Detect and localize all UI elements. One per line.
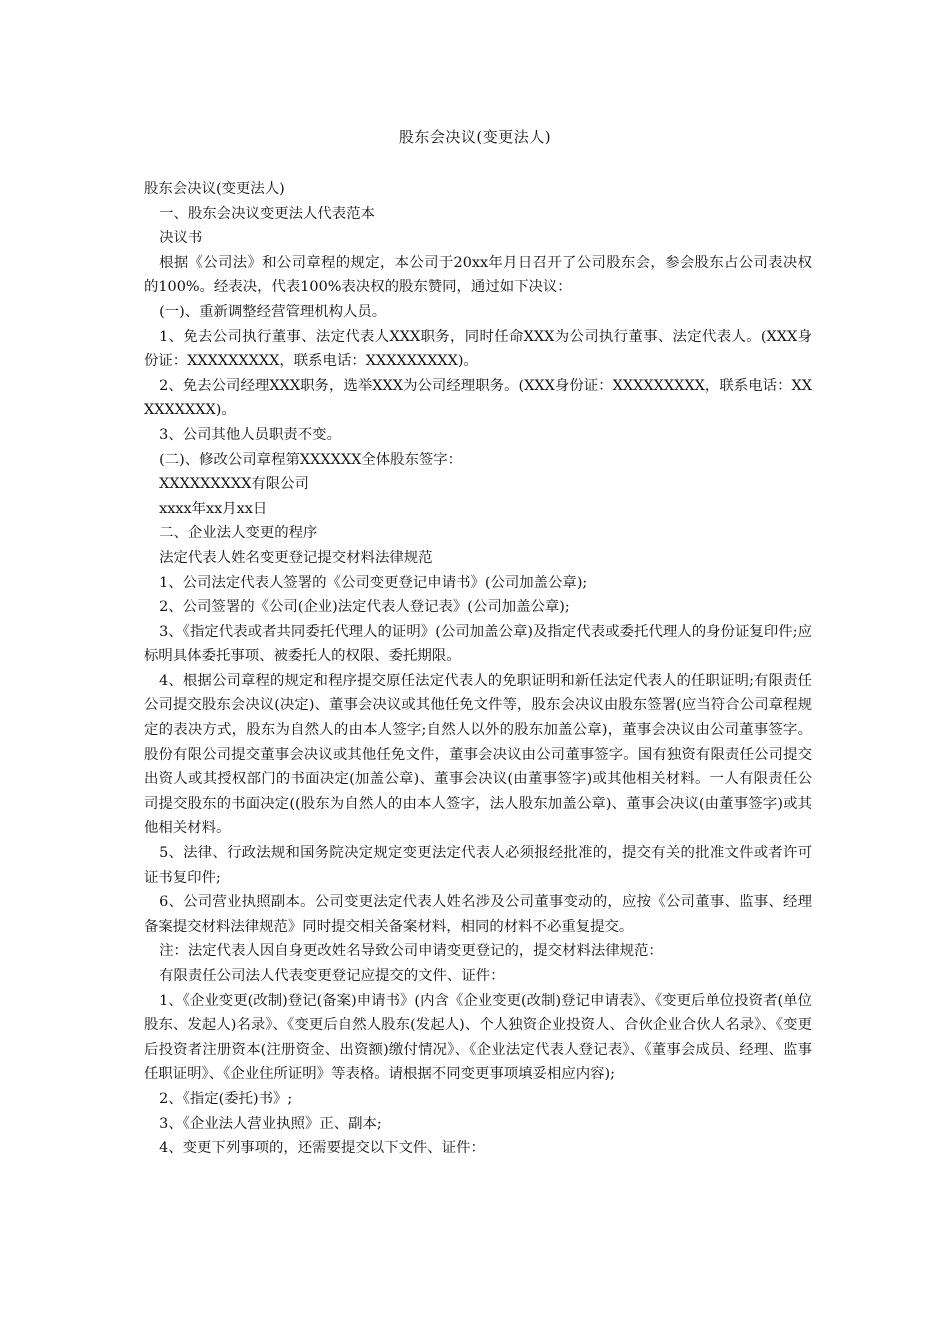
paragraph: 1、《企业变更(改制)登记(备案)申请书》(内含《企业变更(改制)登记申请表》、《变更后单位投资者(单位股东、发起人)名录》、《变更后自然人股东(发起人)、个人独资企业投资人、合伙企业合伙人名录》、《变更后投资者注册资本(注册资金、出资额)缴付情况》、《企业法定代表人登记表》、《董事会成员、经理、监事任职证明》、《企业住所证明》等表格。请根据不同变更事项填妥相应内容); [144,992,812,1083]
paragraph: 3、《指定代表或者共同委托代理人的证明》(公司加盖公章)及指定代表或委托代理人的身份证复印件;应标明具体委托事项、被委托人的权限、委托期限。 [144,623,812,665]
paragraph: 有限责任公司法人代表变更登记应提交的文件、证件： [159,968,505,984]
paragraph: 5、法律、行政法规和国务院决定规定变更法定代表人必须报经批准的，提交有关的批准文件或者许可证书复印件; [144,845,812,886]
paragraph: 3、《企业法人营业执照》正、副本; [159,1115,382,1132]
document-body [144,177,812,1161]
paragraph: 注：法定代表人因自身更改姓名导致公司申请变更登记的，提交材料法律规范： [159,943,663,960]
paragraph: 4、根据公司章程的规定和程序提交原任法定代表人的免职证明和新任法定代表人的任职证明;有限责任公司提交股东会决议(决定)、董事会决议或其他任免文件等，股东会决议由股东签署(应当符合公司章程规定的表决方式，股东为自然人的由本人签字;自然人以外的股东加盖公章)，董事会决议由公司董事签字。股份有限公司提交董事会决议或其他任免文件，董事会决议由公司董事签字。国有独资有限责任公司提交出资人或其授权部门的书面决定(加盖公章)、董事会决议(由董事签字)或其他相关材料。一人有限责任公司提交股东的书面决定((股东为自然人的由本人签字，法人股东加盖公章)、董事会决议(由董事签字)或其他相关材料。 [144,672,812,837]
paragraph: 2、《指定(委托)书》; [159,1090,293,1107]
paragraph: 股东会决议(变更法人) [144,181,285,197]
document-title: 股东会决议(变更法人) [398,128,552,146]
paragraph: 法定代表人姓名变更登记提交材料法律规范 [159,549,433,566]
paragraph: 根据《公司法》和公司章程的规定，本公司于20xx年月日召开了公司股东会，参会股东占公司表决权的100%。经表决，代表100%表决权的股东赞同，通过如下决议： [144,254,812,296]
paragraph: 3、公司其他人员职责不变。 [159,426,341,443]
paragraph: 决议书 [159,230,203,247]
paragraph: 2、公司签署的《公司(企业)法定代表人登记表》(公司加盖公章); [159,599,570,616]
paragraph: 一、股东会决议变更法人代表范本 [159,205,375,222]
paragraph: (二)、修改公司章程第XXXXXX全体股东签字： [159,451,463,468]
paragraph: 4、变更下列事项的，还需要提交以下文件、证件： [159,1140,485,1157]
paragraph: (一)、重新调整经营管理机构人员。 [159,303,387,320]
paragraph: xxxx年xx月xx日 [159,500,268,517]
paragraph: 2、免去公司经理XXX职务，选举XXX为公司经理职务。(XXX身份证：XXXXXXXXX，联系电话：XXXXXXXXX)。 [144,377,812,419]
paragraph: 6、公司营业执照副本。公司变更法定代表人姓名涉及公司董事变动的，应按《公司董事、监事、经理备案提交材料法律规范》同时提交相关备案材料，相同的材料不必重复提交。 [144,894,812,935]
paragraph: 1、免去公司执行董事、法定代表人XXX职务，同时任命XXX为公司执行董事、法定代表人。(XXX身份证：XXXXXXXXX，联系电话：XXXXXXXXX)。 [144,328,812,370]
paragraph: 二、企业法人变更的程序 [159,525,318,542]
paragraph: 1、公司法定代表人签署的《公司变更登记申请书》(公司加盖公章); [159,574,588,591]
paragraph: XXXXXXXXX有限公司 [159,476,309,493]
